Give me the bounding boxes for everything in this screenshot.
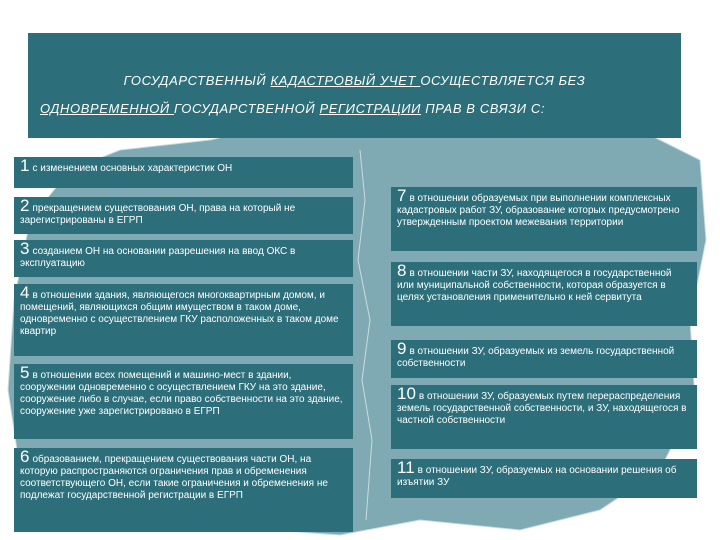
item-text: в отношении всех помещений и машино-мест в здании, сооружении одновременно с осуществлением ГКУ на это здание, сооружение либо в случае, если право собственности на это здание, сооружение уже зарегистрировано в ЕГРП xyxy=(20,370,343,417)
title-text: ГОСУДАРСТВЕННОЙ xyxy=(174,101,320,116)
item-number: 9 xyxy=(397,339,407,358)
item-text: в отношении ЗУ, образуемых на основании решения об изъятии ЗУ xyxy=(397,465,677,488)
item-number: 2 xyxy=(20,196,30,215)
item-number: 10 xyxy=(397,384,416,403)
title-text-underlined: ОДНОВРЕМЕННОЙ xyxy=(40,101,175,116)
title-text: ПРАВ В СВЯЗИ С: xyxy=(421,101,546,116)
list-item-4 xyxy=(14,284,353,356)
list-item-8 xyxy=(391,262,697,326)
item-number: 4 xyxy=(20,283,30,302)
item-text: в отношении ЗУ, образуемых из земель государственной собственности xyxy=(397,346,675,369)
title-text-underlined: КАДАСТРОВЫЙ УЧЕТ xyxy=(270,73,421,88)
item-text: с изменением основных характеристик ОН xyxy=(32,163,233,174)
item-text: образованием, прекращением существования части ОН, на которую распространяются ограничения прав и обременения соответствующего ОН, если такие ограничения и обременения не подлежат государственной регистрации в ЕГРП xyxy=(20,454,328,501)
item-text: прекращением существования ОН, права на который не зарегистрированы в ЕГРП xyxy=(20,203,296,226)
title-line-1 xyxy=(28,73,681,88)
item-number: 3 xyxy=(20,239,30,258)
title-text: ГОСУДАРСТВЕННЫЙ xyxy=(123,73,271,88)
list-item-1 xyxy=(14,157,353,188)
item-number: 5 xyxy=(20,363,30,382)
list-item-9 xyxy=(391,340,697,378)
item-number: 1 xyxy=(20,156,30,175)
item-text: в отношении здания, являющегося многоквартирным домом, и помещений, являющихся общим имуществом в таком доме, одновременно с осуществлением ГКУ расположенных в таком доме квартир xyxy=(20,290,339,337)
title-banner xyxy=(28,33,681,138)
item-number: 7 xyxy=(397,186,407,205)
list-item-11 xyxy=(391,459,697,498)
list-item-10 xyxy=(391,385,697,449)
item-number: 6 xyxy=(20,447,30,466)
list-item-3 xyxy=(14,240,353,277)
title-text-underlined: РЕГИСТРАЦИИ xyxy=(319,101,422,116)
item-number: 11 xyxy=(397,458,415,477)
item-text: в отношении ЗУ, образуемых путем перераспределения земель государственной собственности, и ЗУ, находящегося в частной собственности xyxy=(397,391,687,426)
item-text: в отношении части ЗУ, находящегося в государственной или муниципальной собственности, которая образуется в целях установления применительно к ней сервитута xyxy=(397,268,672,303)
title-text: ОСУЩЕСТВЛЯЕТСЯ БЕЗ xyxy=(420,73,586,88)
list-item-2 xyxy=(14,197,353,234)
item-text: созданием ОН на основании разрешения на ввод ОКС в эксплуатацию xyxy=(20,246,296,269)
item-text: в отношении образуемых при выполнении комплексных кадастровых работ ЗУ, образование которых предусмотрено утвержденным проектом межевания территории xyxy=(397,193,680,228)
title-line-2 xyxy=(40,101,681,116)
list-item-6 xyxy=(14,448,353,532)
item-number: 8 xyxy=(397,261,407,280)
list-item-7 xyxy=(391,187,697,251)
list-item-5 xyxy=(14,364,353,439)
